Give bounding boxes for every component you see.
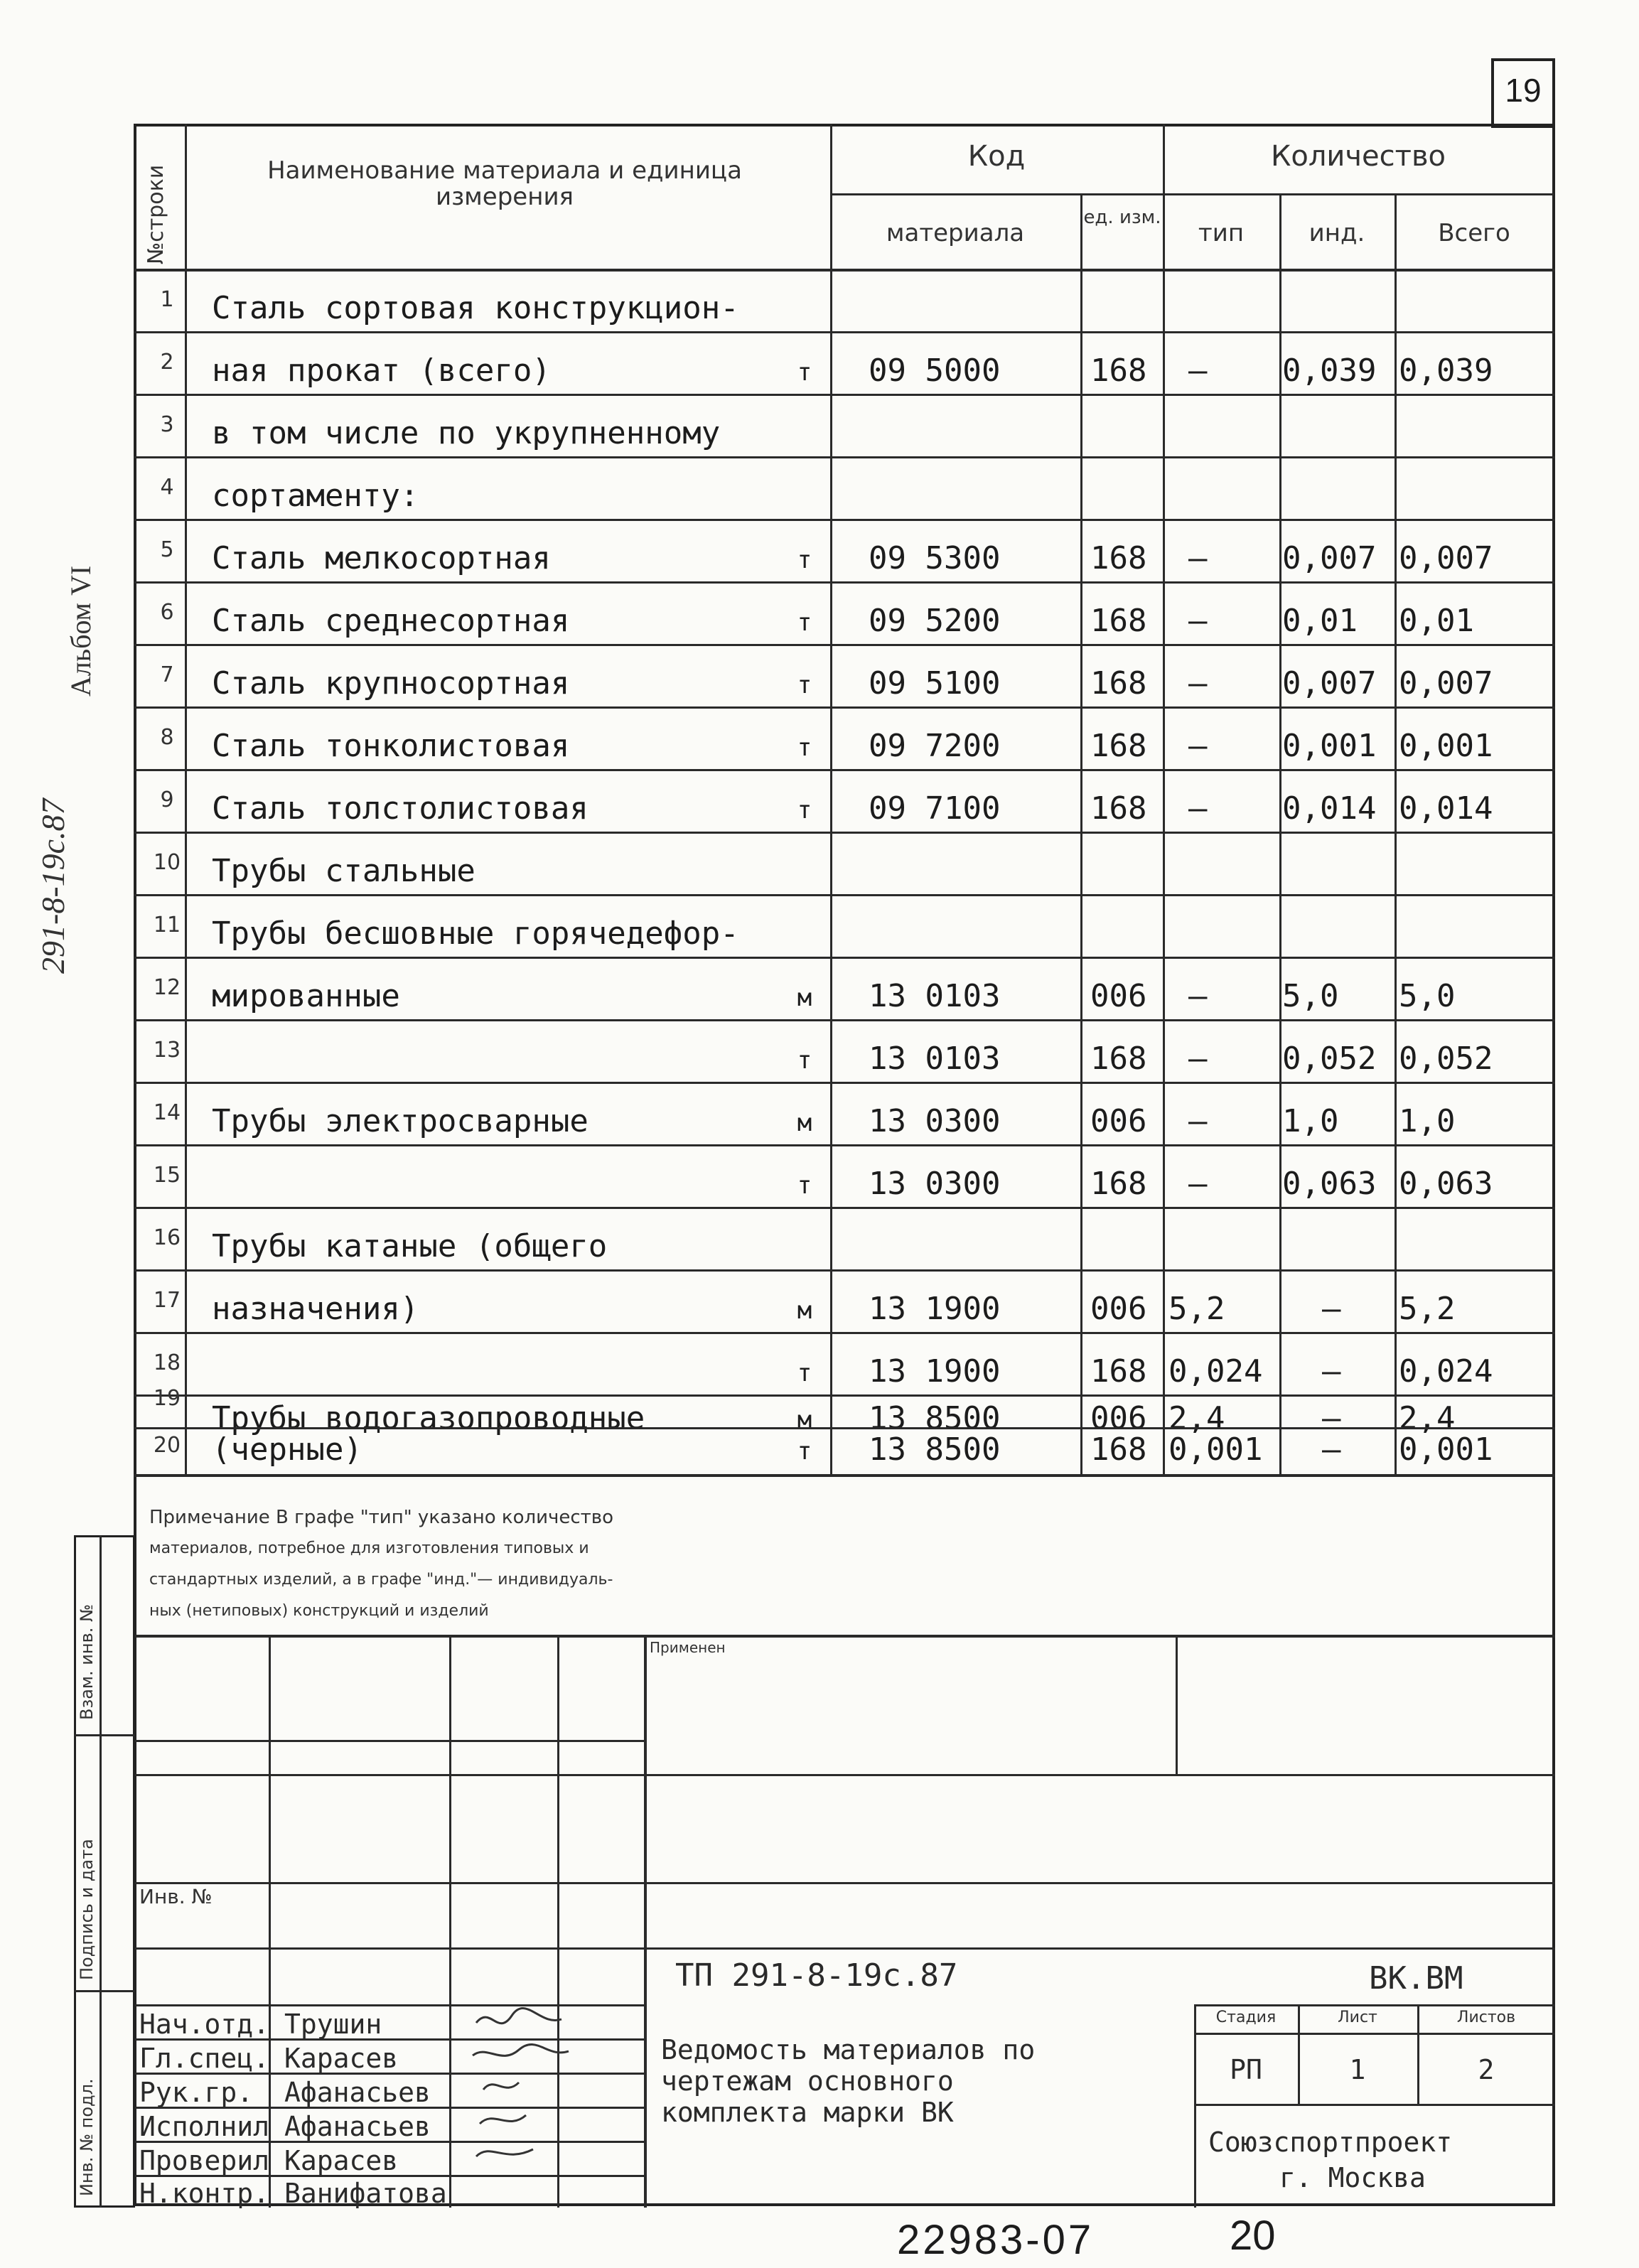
note-line: материалов, потребное для изготовления типовых и — [149, 1539, 589, 1557]
row-qty-ind: 0,039 — [1282, 353, 1377, 389]
row-code: 13 8500 — [869, 1400, 1001, 1436]
row-qty-type: 0,024 — [1168, 1353, 1263, 1390]
row-qty-total: 0,001 — [1399, 1431, 1493, 1468]
row-number: 16 — [153, 1225, 181, 1250]
row-qty-total: 0,01 — [1399, 603, 1474, 639]
organization: Союзспортпроект — [1208, 2127, 1453, 2158]
sheet-label: Лист — [1338, 2009, 1377, 2026]
row-number: 9 — [160, 788, 174, 812]
row-code: 13 0300 — [869, 1103, 1001, 1139]
row-unit: т — [797, 796, 812, 824]
row-name: Сталь тонколистовая — [212, 728, 570, 764]
inv-no-label: Инв. № — [139, 1885, 213, 1908]
row-qty-type: – — [1188, 1166, 1208, 1202]
row-name: Сталь крупносортная — [212, 665, 570, 702]
row-unit-code: 168 — [1090, 665, 1147, 702]
row-qty-total: 0,007 — [1399, 540, 1493, 576]
row-qty-type: 5,2 — [1168, 1291, 1225, 1327]
row-number: 15 — [153, 1163, 181, 1188]
sign-name: Трушин — [284, 2009, 382, 2040]
row-qty-ind: – — [1322, 1291, 1341, 1327]
row-qty-total: 2,4 — [1399, 1400, 1456, 1436]
row-code: 09 5000 — [869, 353, 1001, 389]
sign-role: Рук.гр. — [139, 2077, 254, 2108]
row-name: Сталь толстолистовая — [212, 790, 589, 827]
row-qty-type: 2,4 — [1168, 1400, 1225, 1436]
row-name: сортаменту: — [212, 478, 419, 514]
sheets-value: 2 — [1478, 2054, 1495, 2085]
row-unit-code: 168 — [1090, 1431, 1147, 1468]
note-line: Примечание В графе "тип" указано количество — [149, 1507, 614, 1528]
row-qty-type: – — [1188, 978, 1208, 1014]
header-quantity: Количество — [1270, 140, 1446, 173]
row-number: 8 — [160, 725, 174, 750]
row-code: 13 1900 — [869, 1353, 1001, 1390]
row-unit: т — [797, 671, 812, 699]
note-line: стандартных изделий, а в графе "инд."— индивидуаль- — [149, 1571, 613, 1589]
row-qty-total: 0,001 — [1399, 728, 1493, 764]
signature-scribbles — [469, 2001, 640, 2208]
row-number: 17 — [153, 1288, 181, 1313]
row-code: 09 7100 — [869, 790, 1001, 827]
sign-name: Афанасьев — [284, 2111, 431, 2142]
sheet-value: 1 — [1349, 2054, 1366, 2085]
row-number: 3 — [160, 412, 174, 437]
stage-value: РП — [1230, 2054, 1262, 2085]
row-qty-ind: 0,001 — [1282, 728, 1377, 764]
row-code: 13 0300 — [869, 1166, 1001, 1202]
stage-label: Стадия — [1215, 2009, 1277, 2026]
row-name: Трубы электросварные — [212, 1103, 589, 1139]
row-qty-ind: 0,007 — [1282, 665, 1377, 702]
row-code: 09 5100 — [869, 665, 1001, 702]
row-unit-code: 006 — [1090, 1291, 1147, 1327]
row-unit: т — [797, 608, 812, 637]
row-qty-ind: – — [1322, 1353, 1341, 1390]
row-number: 2 — [160, 350, 174, 375]
row-unit: т — [797, 1359, 812, 1387]
album-label: Альбом VI — [65, 565, 97, 697]
sign-role: Проверил — [139, 2145, 270, 2176]
sign-name: Карасев — [284, 2043, 399, 2074]
row-unit: м — [797, 984, 812, 1012]
row-qty-total: 0,063 — [1399, 1166, 1493, 1202]
row-number: 10 — [153, 850, 181, 875]
header-code-unit: ед. изм. — [1083, 207, 1161, 228]
row-number: 1 — [160, 287, 174, 312]
row-unit-code: 168 — [1090, 790, 1147, 827]
row-name: назначения) — [212, 1291, 419, 1327]
sheets-label: Листов — [1456, 2009, 1516, 2026]
row-qty-type: – — [1188, 1041, 1208, 1077]
sign-role: Нач.отд. — [139, 2009, 270, 2040]
row-unit-code: 168 — [1090, 1353, 1147, 1390]
header-qty-type: тип — [1198, 219, 1245, 247]
row-qty-ind: 0,063 — [1282, 1166, 1377, 1202]
row-unit-code: 168 — [1090, 1041, 1147, 1077]
sign-role: Н.контр. — [139, 2178, 270, 2209]
row-unit-code: 168 — [1090, 540, 1147, 576]
sign-role: Гл.спец. — [139, 2043, 270, 2074]
row-code: 09 5200 — [869, 603, 1001, 639]
row-qty-total: 0,039 — [1399, 353, 1493, 389]
doc-mark: ВК.ВМ — [1369, 1960, 1463, 1996]
sign-name: Афанасьев — [284, 2077, 431, 2108]
row-name: Трубы катаные (общего — [212, 1228, 608, 1264]
vzam-label: Взам. инв. № — [77, 1604, 97, 1720]
row-unit: м — [797, 1296, 812, 1325]
archive-number: 22983-07 — [897, 2217, 1095, 2263]
page-number: 19 — [1505, 72, 1542, 109]
row-code: 13 1900 — [869, 1291, 1001, 1327]
row-qty-ind: 5,0 — [1282, 978, 1339, 1014]
row-qty-type: – — [1188, 1103, 1208, 1139]
row-qty-total: 0,007 — [1399, 665, 1493, 702]
row-code: 09 5300 — [869, 540, 1001, 576]
row-qty-type: 0,001 — [1168, 1431, 1263, 1468]
row-qty-total: 5,2 — [1399, 1291, 1456, 1327]
row-qty-type: – — [1188, 603, 1208, 639]
row-qty-ind: 1,0 — [1282, 1103, 1339, 1139]
row-unit: т — [797, 358, 812, 387]
row-qty-ind: 0,014 — [1282, 790, 1377, 827]
row-qty-ind: 0,052 — [1282, 1041, 1377, 1077]
row-number: 11 — [153, 913, 181, 937]
row-unit: т — [797, 733, 812, 762]
row-unit-code: 006 — [1090, 1400, 1147, 1436]
row-name: Сталь среднесортная — [212, 603, 570, 639]
row-unit-code: 006 — [1090, 978, 1147, 1014]
podpis-label: Подпись и дата — [77, 1839, 97, 1980]
row-qty-total: 5,0 — [1399, 978, 1456, 1014]
footer-page: 20 — [1230, 2213, 1276, 2259]
row-name: Сталь мелкосортная — [212, 540, 551, 576]
row-number: 6 — [160, 600, 174, 625]
row-qty-total: 0,052 — [1399, 1041, 1493, 1077]
row-code: 09 7200 — [869, 728, 1001, 764]
primenen-label: Применен — [650, 1639, 726, 1656]
row-code: 13 8500 — [869, 1431, 1001, 1468]
row-qty-type: – — [1188, 540, 1208, 576]
row-number: 12 — [153, 975, 181, 1000]
row-number: 14 — [153, 1100, 181, 1125]
row-qty-total: 1,0 — [1399, 1103, 1456, 1139]
row-qty-type: – — [1188, 665, 1208, 702]
row-qty-ind: – — [1322, 1431, 1341, 1468]
sign-role: Исполнил — [139, 2111, 270, 2142]
row-name: Трубы водогазопроводные — [212, 1400, 645, 1436]
row-name: мированные — [212, 978, 400, 1014]
row-unit: м — [797, 1406, 812, 1434]
header-code: Код — [967, 140, 1026, 173]
row-number: 4 — [160, 475, 174, 500]
row-name: Трубы стальные — [212, 853, 475, 889]
sheet-title-line: чертежам основного — [661, 2065, 954, 2097]
row-name: в том числе по укрупненному — [212, 415, 721, 451]
row-code: 13 0103 — [869, 978, 1001, 1014]
row-qty-ind: – — [1322, 1400, 1341, 1436]
header-code-material: материала — [886, 219, 1025, 247]
header-qty-ind: инд. — [1308, 219, 1365, 247]
row-qty-type: – — [1188, 728, 1208, 764]
row-number: 18 — [153, 1350, 181, 1375]
row-name: Трубы бесшовные горячедефор- — [212, 915, 739, 952]
header-name: Наименование материала и единица измерения — [267, 156, 742, 212]
note-line: ных (нетиповых) конструкций и изделий — [149, 1602, 489, 1620]
project-code-side: 291-8-19с.87 — [35, 798, 71, 974]
row-number: 13 — [153, 1038, 181, 1063]
row-code: 13 0103 — [869, 1041, 1001, 1077]
inv-podl-label: Инв. № подл. — [77, 2078, 97, 2196]
row-number: 5 — [160, 537, 174, 562]
sign-name: Карасев — [284, 2145, 399, 2176]
row-unit-code: 006 — [1090, 1103, 1147, 1139]
row-unit: т — [797, 1437, 812, 1466]
row-number: 19 — [153, 1386, 181, 1411]
row-unit: т — [797, 1171, 812, 1200]
row-qty-ind: 0,01 — [1282, 603, 1358, 639]
row-unit-code: 168 — [1090, 603, 1147, 639]
row-unit-code: 168 — [1090, 1166, 1147, 1202]
header-qty-total: Всего — [1438, 219, 1510, 247]
row-qty-type: – — [1188, 790, 1208, 827]
header-rownum: №строки — [144, 164, 168, 264]
row-qty-ind: 0,007 — [1282, 540, 1377, 576]
row-unit-code: 168 — [1090, 353, 1147, 389]
row-name: Сталь сортовая конструкцион- — [212, 290, 739, 326]
row-unit: т — [797, 546, 812, 574]
row-qty-total: 0,024 — [1399, 1353, 1493, 1390]
sheet-title-line: Ведомость материалов по — [661, 2034, 1036, 2065]
city: г. Москва — [1279, 2162, 1426, 2193]
row-name: (черные) — [212, 1431, 362, 1468]
row-unit-code: 168 — [1090, 728, 1147, 764]
sign-name: Ванифатова — [284, 2178, 447, 2209]
row-unit: т — [797, 1046, 812, 1075]
row-qty-type: – — [1188, 353, 1208, 389]
sheet-title-line: комплекта марки ВК — [661, 2097, 954, 2128]
row-unit: м — [797, 1109, 812, 1137]
row-number: 20 — [153, 1433, 181, 1458]
row-qty-total: 0,014 — [1399, 790, 1493, 827]
row-name: ная прокат (всего) — [212, 353, 551, 389]
doc-code: ТП 291-8-19с.87 — [675, 1957, 958, 1994]
row-number: 7 — [160, 662, 174, 687]
